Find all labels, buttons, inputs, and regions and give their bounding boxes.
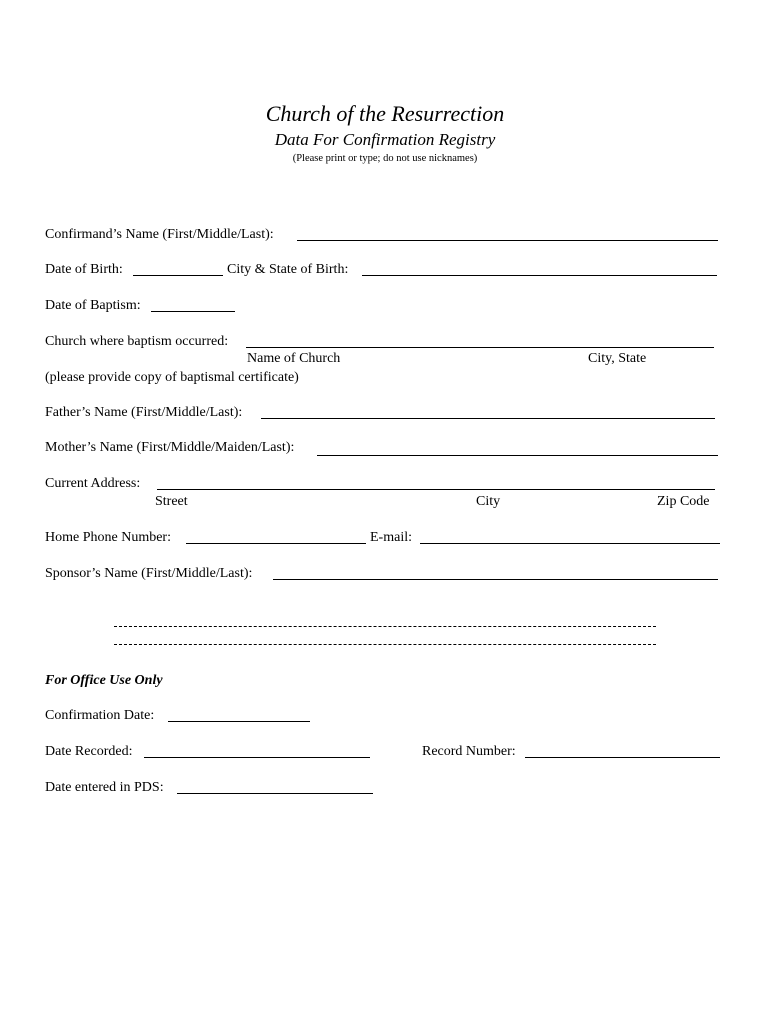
email-label: E-mail: <box>370 530 412 545</box>
form-subtitle: Data For Confirmation Registry <box>274 130 496 149</box>
email-field[interactable] <box>420 543 720 544</box>
mother-name-field[interactable] <box>317 455 718 456</box>
birthplace-field[interactable] <box>362 275 717 276</box>
separator-line <box>114 626 656 627</box>
address-city-caption: City <box>476 494 501 509</box>
father-name-label: Father’s Name (First/Middle/Last): <box>45 405 243 420</box>
date-of-birth-label: Date of Birth: <box>45 262 123 277</box>
record-number-field[interactable] <box>525 757 720 758</box>
form-instructions: (Please print or type; do not use nicknames) <box>292 153 478 164</box>
current-address-label: Current Address: <box>45 476 141 491</box>
mother-name-label: Mother’s Name (First/Middle/Maiden/Last): <box>45 440 295 455</box>
current-address-field[interactable] <box>157 489 715 490</box>
home-phone-label: Home Phone Number: <box>45 530 171 545</box>
church-name-caption: Name of Church <box>247 351 341 366</box>
sponsor-name-label: Sponsor’s Name (First/Middle/Last): <box>45 566 253 581</box>
date-of-baptism-field[interactable] <box>151 311 235 312</box>
address-zip-caption: Zip Code <box>657 494 710 509</box>
record-number-label: Record Number: <box>422 744 516 759</box>
birthplace-label: City & State of Birth: <box>227 262 349 277</box>
date-recorded-field[interactable] <box>144 757 370 758</box>
address-street-caption: Street <box>155 494 188 509</box>
sponsor-name-field[interactable] <box>273 579 718 580</box>
baptism-church-label: Church where baptism occurred: <box>45 334 229 349</box>
pds-date-label: Date entered in PDS: <box>45 780 164 795</box>
form-title: Church of the Resurrection <box>265 101 505 126</box>
father-name-field[interactable] <box>261 418 715 419</box>
confirmation-date-field[interactable] <box>168 721 310 722</box>
separator-line <box>114 644 656 645</box>
confirmand-name-label: Confirmand’s Name (First/Middle/Last): <box>45 227 274 242</box>
office-use-heading: For Office Use Only <box>45 673 163 688</box>
date-of-birth-field[interactable] <box>133 275 223 276</box>
church-city-caption: City, State <box>588 351 647 366</box>
pds-date-field[interactable] <box>177 793 373 794</box>
baptism-certificate-note: (please provide copy of baptismal certificate) <box>45 370 299 385</box>
confirmand-name-field[interactable] <box>297 240 718 241</box>
baptism-church-field[interactable] <box>246 347 714 348</box>
date-of-baptism-label: Date of Baptism: <box>45 298 141 313</box>
home-phone-field[interactable] <box>186 543 366 544</box>
confirmation-date-label: Confirmation Date: <box>45 708 155 723</box>
date-recorded-label: Date Recorded: <box>45 744 133 759</box>
